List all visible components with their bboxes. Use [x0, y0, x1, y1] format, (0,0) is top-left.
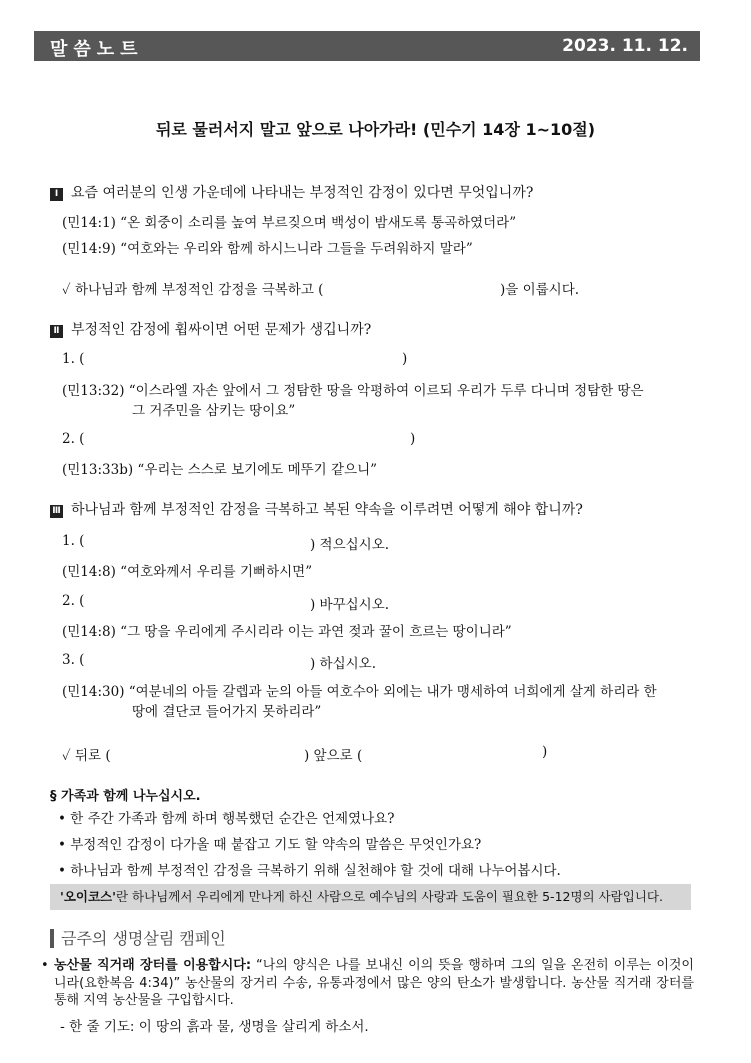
share-item: • 부정적인 감정이 다가올 때 붙잡고 기도 할 약속의 말씀은 무엇인가요? [58, 837, 482, 853]
section3-question: Ⅲ 하나님과 함께 부정적인 감정을 극복하고 복된 약속을 이루려면 어떻게 해야 합니까? [50, 499, 583, 519]
section1-check-after: )을 이룹시다. [500, 282, 580, 298]
share-heading: § 가족과 함께 나누십시오. [50, 789, 201, 804]
share-item: • 한 주간 가족과 함께 하며 행복했던 순간은 언제였나요? [58, 811, 395, 827]
page-title: 뒤로 물러서지 말고 앞으로 나아가라! (민수기 14장 1~10절) [155, 120, 596, 139]
section2-verse1-line2: 그 거주민을 삼키는 땅이요” [132, 403, 296, 419]
section3-blank2-open: 2. ( [62, 593, 85, 609]
campaign-paragraph [41, 957, 694, 1010]
section3-check-mid: ) 앞으로 ( [304, 748, 363, 764]
oikos-banner-text: 란 하나님께서 우리에게 만나게 하신 사람으로 예수님의 사랑과 도움이 필요한 5-12명의 사람입니다. [115, 889, 663, 904]
section2-question: Ⅱ 부정적인 감정에 휩싸이면 어떤 문제가 생깁니까? [50, 319, 371, 339]
section3-verse1: (민14:8) “여호와께서 우리를 기뻐하시면” [62, 564, 313, 580]
section3-blank3-open: 3. ( [62, 652, 85, 668]
section1-question: Ⅰ 요즘 여러분의 인생 가운데에 나타내는 부정적인 감정이 있다면 무엇입니까? [50, 182, 533, 202]
section3-blank2-close: ) 바꾸십시오. [310, 597, 390, 613]
section1-number: Ⅰ [50, 188, 63, 201]
section2-blank2-close: ) [410, 431, 416, 447]
section1-check-before: ✓ 하나님과 함께 부정적인 감정을 극복하고 ( [62, 282, 324, 298]
header-date: 2023. 11. 12. [562, 36, 688, 56]
oikos-banner [50, 884, 691, 910]
section3-verse3-line2: 땅에 결단코 들어가지 못하리라” [132, 704, 322, 720]
section3-blank1-close: ) 적으십시오. [310, 537, 390, 553]
header-title: 말씀노트 [50, 39, 144, 60]
section1-verse1: (민14:1) “온 회중이 소리를 높여 부르짖으며 백성이 밤새도록 통곡하였더라” [62, 215, 517, 231]
section3-blank3-close: ) 하십시오. [310, 656, 377, 672]
section2-verse1-line1: (민13:32) “이스라엘 자손 앞에서 그 정탐한 땅을 악평하여 이르되 우리가 두루 다니며 정탐한 땅은 [62, 383, 644, 399]
section3-verse2: (민14:8) “그 땅을 우리에게 주시리라 이는 과연 젖과 꿀이 흐르는 땅이니라” [62, 624, 512, 640]
section2-number: Ⅱ [50, 325, 63, 338]
header-bar [34, 31, 700, 61]
section3-number: Ⅲ [50, 505, 63, 518]
section1-verse2: (민14:9) “여호와는 우리와 함께 하시느니라 그들을 두려워하지 말라” [62, 241, 473, 257]
section3-check-before: ✓ 뒤로 ( [62, 748, 111, 764]
section3-verse3-line1: (민14:30) “여분네의 아들 갈렙과 눈의 아들 여호수아 외에는 내가 맹세하여 너희에게 살게 하리라 한 [62, 684, 657, 700]
section2-blank2-open: 2. ( [62, 431, 85, 447]
campaign-body: “나의 양식은 나를 보내신 이의 뜻을 행하며 그의 일을 온전히 이루는 이것이니라(요한복음 4:34)” 농산물의 장거리 수송, 유통과정에서 많은 양의 탄소가 발생합니다. 농산물 직거래 장터를 통해 지역 농산물을 구입합시다. [54, 958, 694, 1008]
share-item: • 하나님과 함께 부정적인 감정을 극복하기 위해 실천해야 할 것에 대해 나누어봅시다. [58, 863, 561, 879]
campaign-heading: 금주의 생명살림 캠페인 [50, 929, 226, 948]
section2-blank1-open: 1. ( [62, 351, 85, 367]
section2-blank1-close: ) [402, 351, 408, 367]
campaign-bullet: • [41, 958, 49, 973]
oikos-banner-bold: '오이코스' [60, 889, 116, 904]
section2-verse2: (민13:33b) “우리는 스스로 보기에도 메뚜기 같으니” [62, 462, 378, 478]
section3-blank1-open: 1. ( [62, 533, 85, 549]
section3-check-after: ) [542, 744, 548, 760]
campaign-lead: 농산물 직거래 장터를 이용합시다: [54, 958, 252, 973]
campaign-prayer: - 한 줄 기도: 이 땅의 흙과 물, 생명을 살리게 하소서. [60, 1019, 369, 1035]
